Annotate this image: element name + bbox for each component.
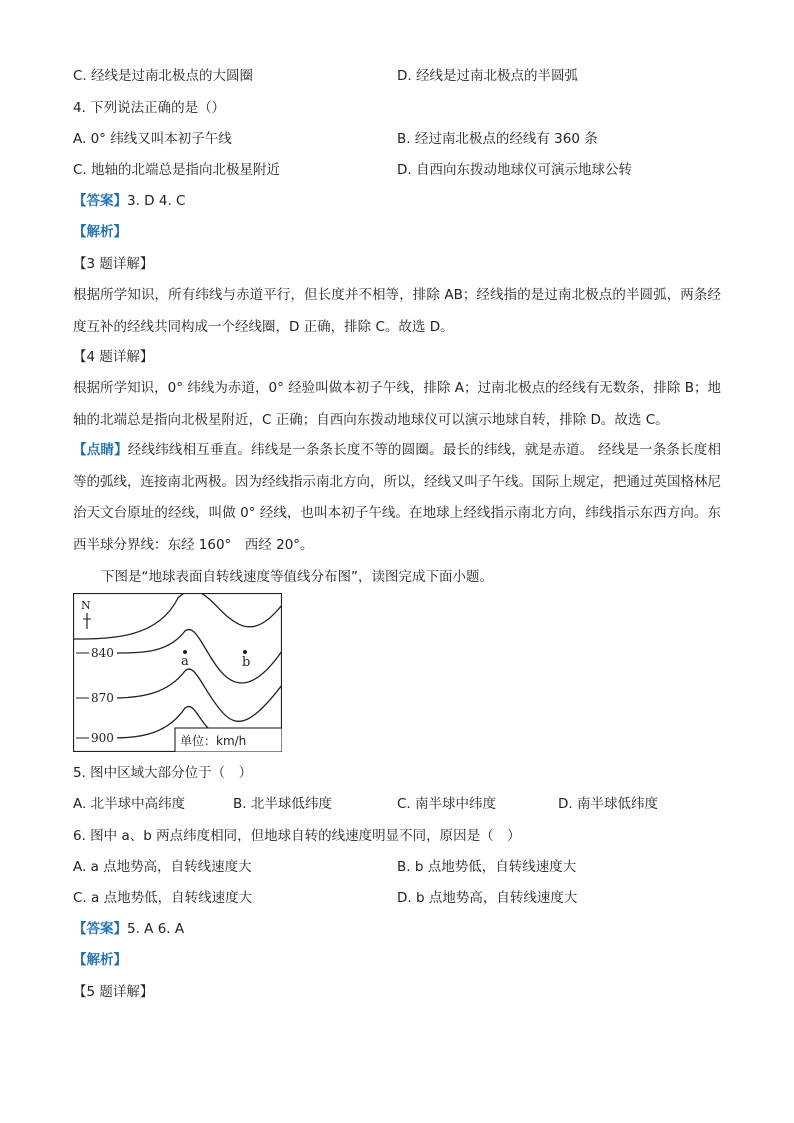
q6-option-b: B. b 点地势低，自转线速度大 <box>397 859 577 875</box>
q5-option-b: B. 北半球低纬度 <box>233 796 332 812</box>
isoline-label-840: 840 <box>91 646 114 660</box>
q5-option-a: A. 北半球中高纬度 <box>73 796 186 812</box>
isoline-label-900: 900 <box>91 731 114 745</box>
q4-option-a: A. 0° 纬线又叫本初子午线 <box>73 131 232 147</box>
unit-label: 单位：km/h <box>180 734 247 748</box>
answer-text-2: 5. A 6. A <box>127 921 185 937</box>
analysis-tag-2: 【解析】 <box>73 952 127 968</box>
north-label: N <box>81 599 91 612</box>
detail-3-tag: 【3 题详解】 <box>73 256 154 272</box>
detail-3-text: 根据所学知识，所有纬线与赤道平行，但长度并不相等，排除 AB；经线指的是过南北极点的半圆弧，两条经度互补的经线共同构成一个经线圈，D 正确，排除 C。故选 D。 <box>73 287 721 335</box>
key-point-paragraph <box>73 435 721 561</box>
q5-option-c: C. 南半球中纬度 <box>397 796 497 812</box>
q6-option-c: C. a 点地势低，自转线速度大 <box>73 890 253 906</box>
q4-option-c: C. 地轴的北端总是指向北极星附近 <box>73 162 281 178</box>
q6-stem: 6. 图中 a、b 两点纬度相同，但地球自转的线速度明显不同，原因是（ ） <box>73 828 521 844</box>
answer-5-6 <box>73 919 184 939</box>
answer-tag-2: 【答案】 <box>73 921 127 937</box>
q4-stem: 4. 下列说法正确的是（） <box>73 100 226 116</box>
q4-option-b: B. 经过南北极点的经线有 360 条 <box>397 131 598 147</box>
q4-option-d: D. 自西向东拨动地球仪可演示地球公转 <box>397 162 632 178</box>
analysis-tag: 【解析】 <box>73 224 127 240</box>
figure-intro: 下图是“地球表面自转线速度等值线分布图”，读图完成下面小题。 <box>101 569 493 585</box>
key-point-tag: 【点睛】 <box>73 442 128 458</box>
point-b-dot <box>243 650 247 654</box>
answer-tag: 【答案】 <box>73 193 127 209</box>
answer-3-4 <box>73 191 185 211</box>
q3-option-d: D. 经线是过南北极点的半圆弧 <box>397 68 578 84</box>
q5-stem: 5. 图中区域大部分位于（ ） <box>73 765 253 781</box>
detail-4-text: 根据所学知识，0° 纬线为赤道，0° 经验叫做本初子午线，排除 A；过南北极点的经线有无数条，排除 B；地轴的北端总是指向北极星附近，C 正确；自西向东拨动地球仪可以演示地球自转，排除 D。故选 C。 <box>73 380 721 428</box>
q6-option-d: D. b 点地势高，自转线速度大 <box>397 890 578 906</box>
q3-option-c: C. 经线是过南北极点的大圆圈 <box>73 68 254 84</box>
q5-option-d: D. 南半球低纬度 <box>558 796 658 812</box>
isoline-map <box>73 593 282 752</box>
isoline-label-870: 870 <box>91 691 114 705</box>
q6-option-a: A. a 点地势高，自转线速度大 <box>73 859 252 875</box>
answer-text: 3. D 4. C <box>127 193 186 209</box>
detail-5-tag: 【5 题详解】 <box>73 984 154 1000</box>
detail-4-tag: 【4 题详解】 <box>73 349 154 365</box>
point-b-label: b <box>242 655 251 670</box>
key-point-text: 经线纬线相互垂直。纬线是一条条长度不等的圆圈。最长的纬线，就是赤道。 经线是一条条长度相等的弧线，连接南北两极。因为经线指示南北方向，所以，经线又叫子午线。国际上规定，把通过英国格林尼治天文台原址的经线，叫做 0° 经线，也叫本初子午线。在地球上经线指示南北方向，纬线指示东西方向。东西半球分界线：东经 160° 西经 20°。 <box>73 442 722 553</box>
point-a-label: a <box>181 654 189 669</box>
